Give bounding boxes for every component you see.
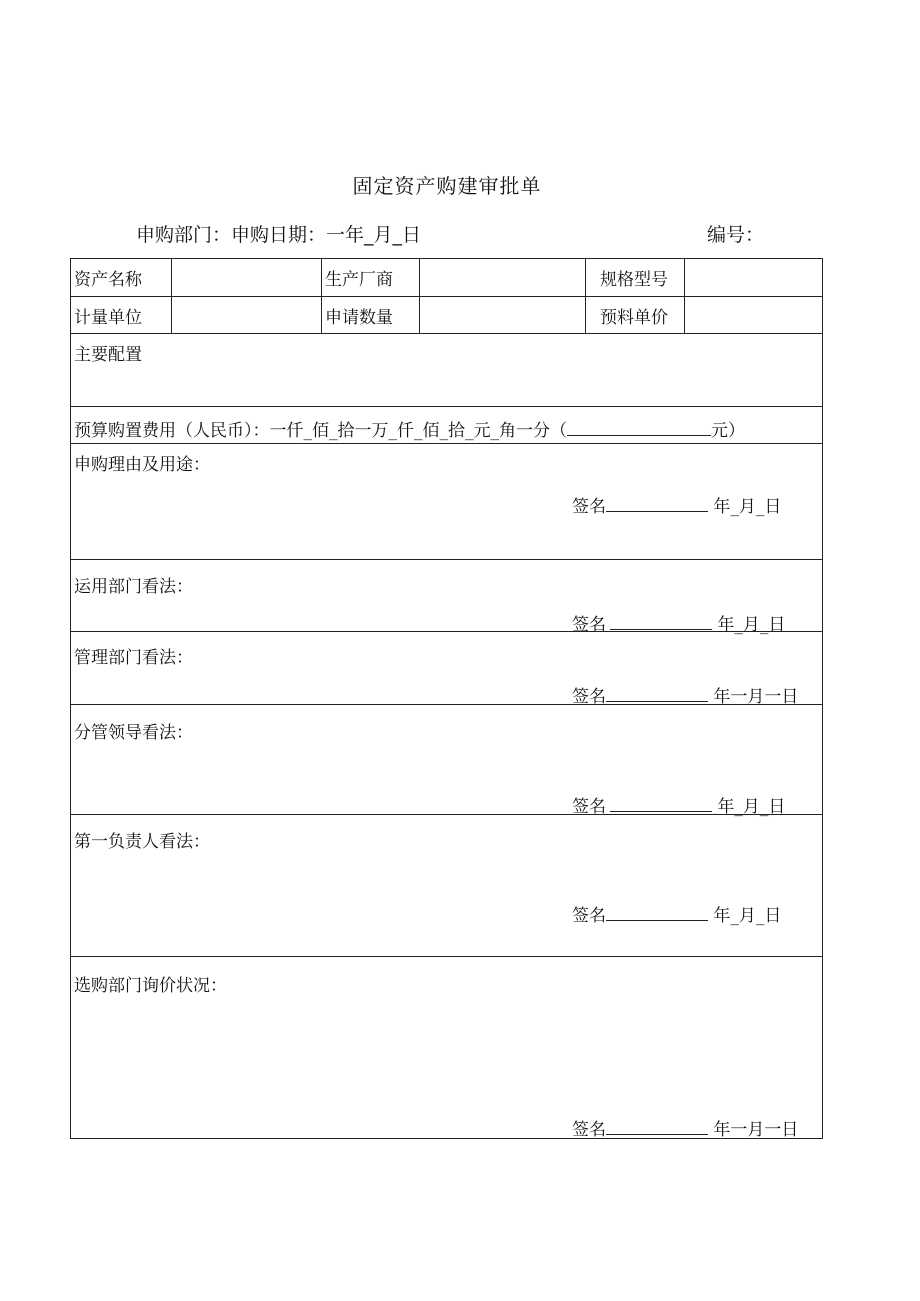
section-label: 运用部门看法：: [74, 577, 193, 597]
signature-line: 签名 年_月_日: [572, 906, 782, 926]
manufacturer-field[interactable]: [420, 259, 586, 296]
asset-name-label: 资产名称: [71, 259, 172, 296]
quantity-label: 申请数量: [322, 297, 420, 333]
section-label: 分管领导看法：: [74, 723, 193, 743]
signature-line: 签名 年_月_日: [572, 615, 786, 635]
section-reason-usage[interactable]: [71, 444, 822, 560]
section-label: 管理部门看法：: [74, 648, 193, 668]
section-purchasing-inquiry[interactable]: [71, 957, 822, 1138]
unit-price-field[interactable]: [685, 297, 823, 333]
unit-price-label: 预料单价: [586, 297, 685, 333]
section-label: 第一负责人看法：: [74, 832, 210, 852]
section-using-dept-opinion[interactable]: [71, 560, 822, 635]
signature-line: 签名 年_月_日: [572, 497, 782, 517]
signature-line: 签名 年_月_日: [572, 797, 786, 817]
budget-row[interactable]: [71, 407, 822, 444]
section-management-dept-opinion[interactable]: [71, 632, 822, 705]
main-config-row[interactable]: [71, 334, 822, 407]
unit-field[interactable]: [172, 297, 322, 333]
approval-form-table: [70, 258, 823, 1139]
header-serial-number: 编号：: [707, 224, 765, 246]
manufacturer-label: 生产厂商: [322, 259, 420, 296]
unit-label: 计量单位: [71, 297, 172, 333]
header-dept-date: 申购部门：申购日期：一年_月_日: [136, 224, 422, 246]
signature-line: 签名 年一月一日: [572, 687, 799, 707]
form-title: 固定资产购建审批单: [352, 174, 542, 198]
asset-name-field[interactable]: [172, 259, 322, 296]
quantity-field[interactable]: [420, 297, 586, 333]
spec-model-label: 规格型号: [586, 259, 685, 296]
section-label: 申购理由及用途：: [74, 455, 210, 475]
asset-info-row-1: [71, 259, 822, 297]
section-first-responsible-opinion[interactable]: [71, 815, 822, 957]
asset-info-row-2: [71, 297, 822, 334]
section-label: 选购部门询价状况：: [74, 976, 227, 996]
spec-model-field[interactable]: [685, 259, 823, 296]
section-leader-opinion[interactable]: [71, 705, 822, 815]
main-config-label: 主要配置: [74, 345, 142, 365]
signature-line: 签名 年一月一日: [572, 1120, 799, 1140]
budget-label: 预算购置费用（人民币）：一仟_佰_拾一万_仟_佰_拾_元_角一分（ 元）: [74, 421, 745, 441]
budget-amount-line[interactable]: [567, 434, 711, 436]
